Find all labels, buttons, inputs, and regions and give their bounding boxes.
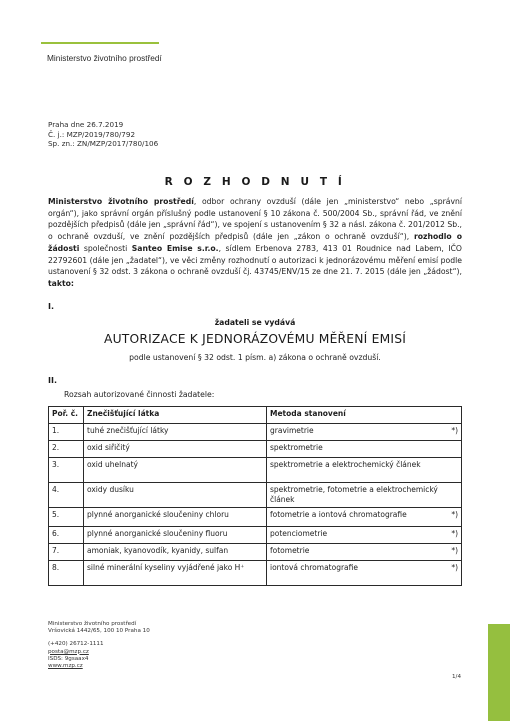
- row-method-cell: [267, 441, 462, 458]
- row-method: spektrometrie a elektrochemický článek: [270, 460, 421, 469]
- row-method: gravimetrie: [270, 426, 314, 435]
- row-substance: tuhé znečišťující látky: [84, 424, 267, 441]
- row-substance: oxidy dusíku: [84, 483, 267, 508]
- green-accent-bar: [488, 624, 510, 721]
- row-method-cell: [267, 424, 462, 441]
- column-header-method: Metoda stanovení: [267, 407, 462, 424]
- table-row: [49, 458, 462, 483]
- ministry-logo-text: Ministerstvo životního prostředí: [47, 53, 162, 63]
- footer-contact: [48, 621, 150, 670]
- table-row: [49, 508, 462, 527]
- row-number: 3.: [49, 458, 84, 483]
- row-number: 7.: [49, 544, 84, 561]
- footer-phone: (+420) 26712-1111: [48, 641, 104, 648]
- file-number: Sp. zn.: ZN/MZP/2017/780/106: [48, 139, 159, 149]
- row-footnote-mark: *): [451, 529, 458, 538]
- row-method: iontová chromatografie: [270, 563, 358, 572]
- table-header-row: [49, 407, 462, 424]
- scope-text: Rozsah autorizované činnosti žadatele:: [64, 390, 215, 399]
- row-number: 5.: [49, 508, 84, 527]
- row-method-cell: [267, 561, 462, 586]
- row-substance: plynné anorganické sloučeniny fluoru: [84, 527, 267, 544]
- decision-heading: R O Z H O D N U T Í: [164, 176, 346, 188]
- footer-address: Vršovická 1442/65, 100 10 Praha 10: [48, 628, 150, 635]
- company-name: Santeo Emise s.r.o.: [131, 243, 219, 253]
- row-method-cell: [267, 483, 462, 508]
- intro-paragraph: [48, 196, 462, 290]
- column-header-substance: Znečišťující látka: [84, 407, 267, 424]
- row-method-cell: [267, 527, 462, 544]
- row-method: spektrometrie: [270, 443, 323, 452]
- row-method-cell: [267, 508, 462, 527]
- row-footnote-mark: *): [451, 563, 458, 572]
- document-meta: [48, 120, 158, 149]
- row-substance: plynné anorganické sloučeniny chloru: [84, 508, 267, 527]
- row-method: potenciometrie: [270, 529, 328, 538]
- column-header-number: Poř. č.: [49, 407, 84, 424]
- page-number: 1/4: [452, 674, 462, 680]
- row-number: 8.: [49, 561, 84, 586]
- row-substance: silné minerální kyseliny vyjádřené jako H⁺: [84, 561, 267, 586]
- intro-text-2: společnosti: [79, 243, 132, 253]
- table-row: [49, 561, 462, 586]
- row-method-cell: [267, 544, 462, 561]
- ministry-name-bold: Ministerstvo životního prostředí: [48, 197, 194, 206]
- reference-number: Č. j.: MZP/2019/780/792: [48, 129, 136, 139]
- section-1-subheading: žadateli se vydává: [214, 318, 296, 327]
- row-number: 1.: [49, 424, 84, 441]
- intro-text-3: , sídlem Erbenova 2783, 413 01 Roudnice nad Labem, IČO 22792601 (dále jen „žadatel“), ve věci změny rozhodnutí o autorizaci k jednorázovému měření emisí podle ustanovení § 32 odst. 3 zákona o ochraně ovzduší čj. 43745/ENV/15 ze dne 21. 7. 2015 (dále jen „žádost“),: [48, 243, 462, 277]
- takto-phrase: takto:: [48, 278, 75, 288]
- row-footnote-mark: *): [451, 426, 458, 435]
- authorization-table: [48, 406, 462, 586]
- row-substance: oxid siřičitý: [84, 441, 267, 458]
- footer-email-link[interactable]: posta@mzp.cz: [48, 648, 89, 655]
- section-1-number: I.: [48, 302, 55, 311]
- table-row: [49, 544, 462, 561]
- footer-web-link[interactable]: www.mzp.cz: [48, 663, 83, 670]
- row-method: spektrometrie, fotometrie a elektrochemický článek: [270, 485, 438, 504]
- row-substance: amoniak, kyanovodík, kyanidy, sulfan: [84, 544, 267, 561]
- intro-text-1: , odbor ochrany ovzduší (dále jen „ministerstvo“ nebo „správní orgán“), jako správní orgán příslušný podle ustanovení § 10 zákona č. 500/2004 Sb., správní řád, ve znění pozdějších předpisů (dále jen „správní řád“), ve spojení s ustanovením § 32 a násl. zákona č. 201/2012 Sb., o ochraně ovzduší, ve znění pozdějších předpisů (dále jen „zákon o ochraně ovzduší“),: [48, 197, 463, 242]
- row-footnote-mark: *): [451, 510, 458, 519]
- table-row: [49, 527, 462, 544]
- footer-isds: ISDS: 9gsaax4: [48, 655, 89, 662]
- row-method: fotometrie a iontová chromatografie: [270, 510, 407, 519]
- table-row: [49, 424, 462, 441]
- authorization-title: AUTORIZACE K JEDNORÁZOVÉMU MĚŘENÍ EMISÍ: [103, 332, 407, 346]
- row-method: fotometrie: [270, 546, 310, 555]
- place-date: Praha dne 26.7.2019: [48, 120, 124, 129]
- row-footnote-mark: *): [451, 546, 458, 555]
- decision-phrase: rozhodlo o žádosti: [48, 232, 462, 253]
- table-row: [49, 483, 462, 508]
- row-method-cell: [267, 458, 462, 483]
- table-row: [49, 441, 462, 458]
- section-2-number: II.: [48, 376, 57, 385]
- footer-org: Ministerstvo životního prostředí: [48, 621, 137, 627]
- row-number: 2.: [49, 441, 84, 458]
- logo-accent-line: [41, 42, 159, 44]
- row-number: 6.: [49, 527, 84, 544]
- row-substance: oxid uhelnatý: [84, 458, 267, 483]
- row-number: 4.: [49, 483, 84, 508]
- authorization-legal-basis: podle ustanovení § 32 odst. 1 písm. a) zákona o ochraně ovzduší.: [129, 353, 381, 362]
